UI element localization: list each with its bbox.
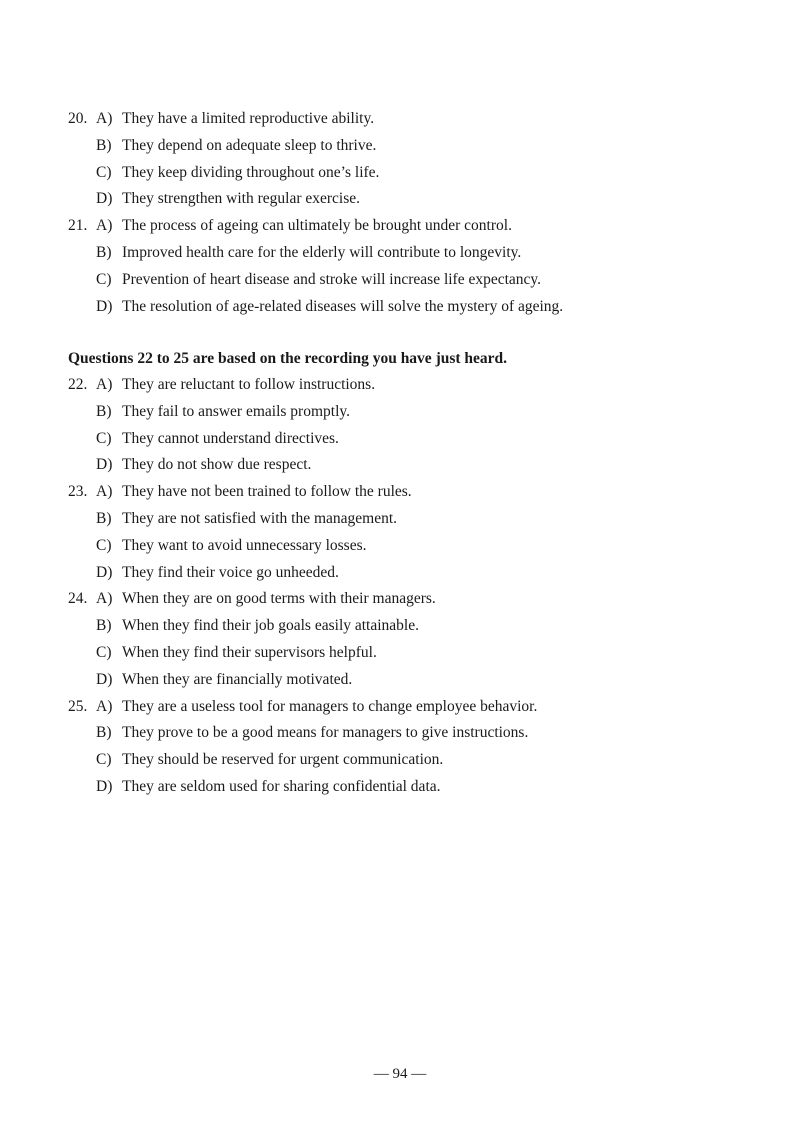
option-line	[0, 240, 800, 267]
option-text: They depend on adequate sleep to thrive.	[122, 136, 377, 154]
question-number: 23.	[68, 483, 88, 501]
question-24	[0, 586, 800, 693]
option-text: They have a limited reproductive ability.	[122, 110, 375, 127]
option-line	[0, 160, 800, 187]
option-text: They fail to answer emails promptly.	[122, 402, 350, 420]
option-letter: A)	[96, 590, 113, 608]
option-line	[0, 213, 800, 240]
question-number: 24.	[68, 590, 88, 608]
option-line	[0, 452, 800, 479]
question-number: 21.	[68, 217, 88, 235]
option-line	[0, 479, 800, 506]
option-text: They cannot understand directives.	[122, 429, 339, 447]
option-letter: D)	[96, 670, 113, 688]
option-text: They find their voice go unheeded.	[122, 563, 339, 581]
option-line	[0, 720, 800, 747]
option-line	[0, 267, 800, 294]
option-line	[0, 694, 800, 721]
option-line	[0, 399, 800, 426]
option-line	[0, 586, 800, 613]
option-letter: A)	[96, 110, 113, 127]
option-line	[0, 426, 800, 453]
option-line	[0, 506, 800, 533]
option-line	[0, 186, 800, 213]
option-text: When they find their supervisors helpful.	[122, 643, 377, 661]
page-number: — 94 —	[373, 1066, 427, 1082]
option-text: The resolution of age-related diseases will solve the mystery of ageing.	[122, 297, 564, 315]
option-text: They strengthen with regular exercise.	[122, 190, 361, 208]
option-text: They do not show due respect.	[122, 456, 312, 474]
option-letter: D)	[96, 297, 113, 315]
option-text: They are a useless tool for managers to change employee behavior.	[122, 697, 538, 715]
option-letter: C)	[96, 163, 112, 181]
question-21	[0, 213, 800, 320]
option-text: When they are on good terms with their managers.	[122, 590, 436, 608]
option-line	[0, 294, 800, 321]
option-letter: C)	[96, 643, 112, 661]
option-text: When they are financially motivated.	[122, 670, 353, 688]
question-number: 20.	[68, 110, 88, 127]
question-23	[0, 479, 800, 586]
question-group-22-25	[0, 372, 800, 801]
option-line	[0, 106, 800, 133]
option-letter: A)	[96, 376, 113, 393]
option-text: The process of ageing can ultimately be brought under control.	[122, 217, 512, 235]
question-number: 25.	[68, 697, 88, 715]
option-letter: D)	[96, 456, 113, 474]
option-text: They are reluctant to follow instructions.	[122, 376, 376, 393]
option-text: They prove to be a good means for managers to give instructions.	[122, 724, 529, 742]
option-text: Improved health care for the elderly will contribute to longevity.	[122, 243, 522, 261]
option-text: They are not satisfied with the management.	[122, 509, 398, 527]
option-letter: B)	[96, 136, 112, 154]
option-letter: C)	[96, 429, 112, 447]
option-line	[0, 372, 800, 399]
option-letter: C)	[96, 270, 112, 288]
question-number: 22.	[68, 376, 88, 393]
option-line	[0, 133, 800, 160]
option-letter: D)	[96, 190, 113, 208]
option-letter: B)	[96, 402, 112, 420]
option-text: They keep dividing throughout one’s life.	[122, 163, 380, 181]
option-text: They want to avoid unnecessary losses.	[122, 536, 367, 554]
option-text: When they find their job goals easily attainable.	[122, 617, 419, 635]
question-25	[0, 694, 800, 801]
section-heading: Questions 22 to 25 are based on the recording you have just heard.	[68, 350, 508, 367]
option-text: They have not been trained to follow the rules.	[122, 483, 412, 501]
option-letter: A)	[96, 697, 113, 715]
option-letter: C)	[96, 751, 112, 769]
option-line	[0, 667, 800, 694]
option-text: They should be reserved for urgent communication.	[122, 751, 444, 769]
option-letter: D)	[96, 777, 113, 795]
option-line	[0, 533, 800, 560]
option-letter: B)	[96, 724, 112, 742]
question-group-20-21	[0, 106, 800, 320]
option-text: Prevention of heart disease and stroke will increase life expectancy.	[122, 270, 542, 288]
question-20	[0, 106, 800, 213]
question-22	[0, 372, 800, 479]
option-letter: B)	[96, 243, 112, 261]
option-letter: A)	[96, 483, 113, 501]
option-letter: B)	[96, 509, 112, 527]
option-text: They are seldom used for sharing confidential data.	[122, 777, 441, 795]
option-letter: C)	[96, 536, 112, 554]
option-letter: D)	[96, 563, 113, 581]
option-line	[0, 747, 800, 774]
option-line	[0, 774, 800, 801]
option-letter: A)	[96, 217, 113, 235]
option-line	[0, 560, 800, 587]
option-letter: B)	[96, 617, 112, 635]
option-line	[0, 613, 800, 640]
option-line	[0, 640, 800, 667]
